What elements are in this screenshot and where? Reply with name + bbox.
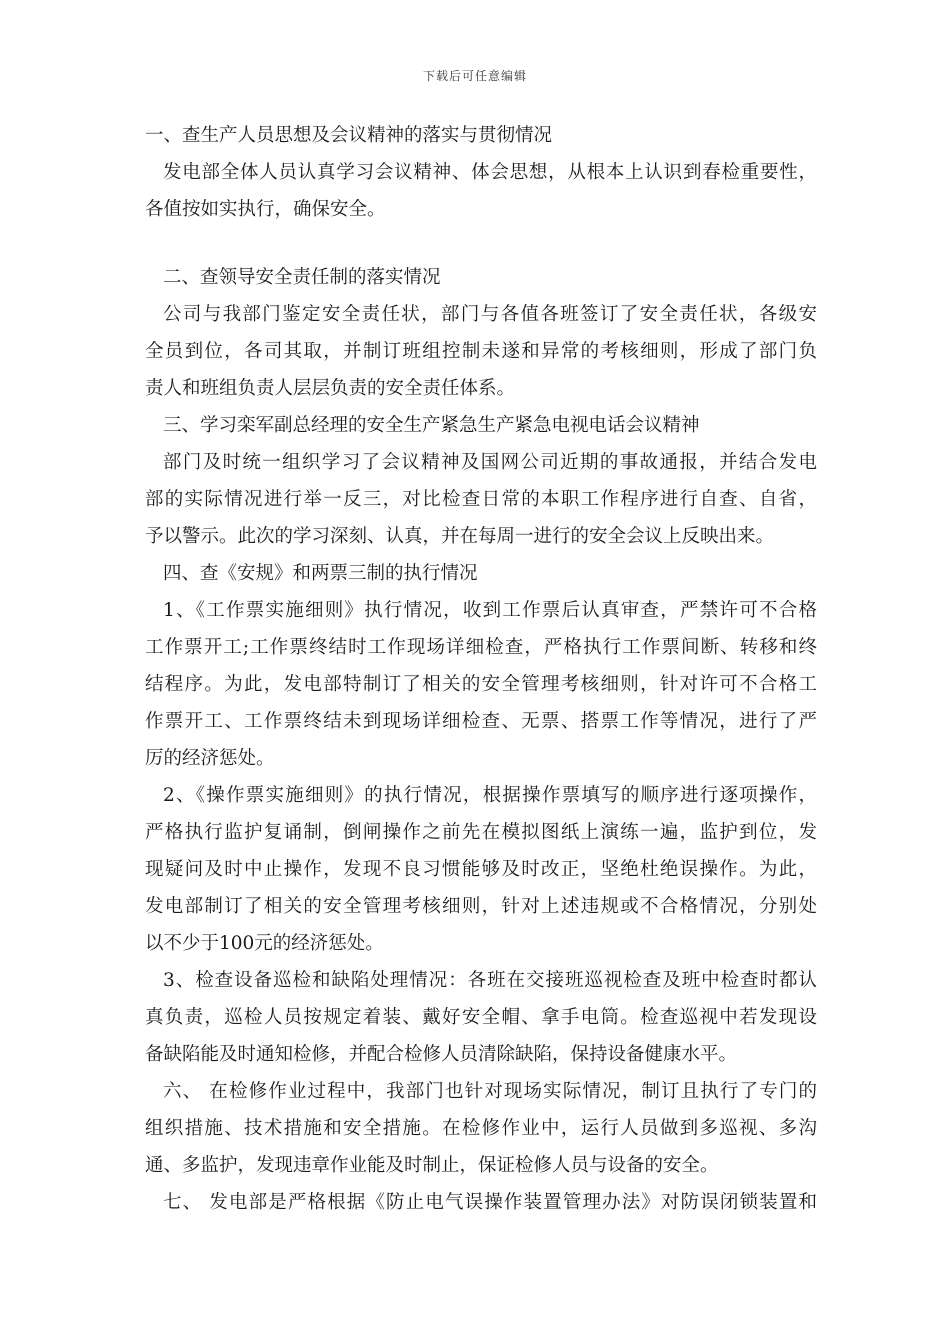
paragraph-line: 真负责，巡检人员按规定着装、戴好安全帽、拿手电筒。检查巡视中若发现设 [145, 1007, 817, 1028]
paragraph-line: 公司与我部门鉴定安全责任状，部门与各值各班签订了安全责任状，各级安 [163, 304, 817, 325]
paragraph-line: 责人和班组负责人层层负责的安全责任体系。 [145, 378, 516, 399]
paragraph-line: 七、 发电部是严格根据《防止电气误操作装置管理办法》对防误闭锁装置和 [163, 1192, 817, 1213]
paragraph-line: 现疑问及时中止操作，发现不良习惯能够及时改正，坚绝杜绝误操作。为此， [145, 859, 817, 880]
paragraph-line: 严格执行监护复诵制，倒闸操作之前先在模拟图纸上演练一遍，监护到位，发 [145, 822, 817, 843]
paragraph-line: 以不少于100元的经济惩处。 [145, 933, 384, 954]
paragraph-line: 部的实际情况进行举一反三，对比检查日常的本职工作程序进行自查、自省， [145, 489, 817, 510]
paragraph-line: 发电部全体人员认真学习会议精神、体会思想，从根本上认识到春检重要性， [163, 162, 817, 183]
section-heading-3: 三、学习栾军副总经理的安全生产紧急生产紧急电视电话会议精神 [163, 415, 700, 436]
paragraph-line: 2、《操作票实施细则》的执行情况，根据操作票填写的顺序进行逐项操作， [163, 785, 817, 806]
paragraph-line: 3、检查设备巡检和缺陷处理情况：各班在交接班巡视检查及班中检查时都认 [163, 970, 817, 991]
paragraph-line: 各值按如实执行，确保安全。 [145, 199, 386, 220]
section-heading-2: 二、查领导安全责任制的落实情况 [163, 267, 441, 288]
paragraph-line: 发电部制订了相关的安全管理考核细则，针对上述违规或不合格情况，分别处 [145, 896, 817, 917]
paragraph-line: 备缺陷能及时通知检修，并配合检修人员清除缺陷，保持设备健康水平。 [145, 1044, 738, 1065]
paragraph-line: 厉的经济惩处。 [145, 748, 275, 769]
paragraph-line: 1、《工作票实施细则》执行情况，收到工作票后认真审查，严禁许可不合格 [163, 600, 817, 621]
paragraph-line: 六、 在检修作业过程中，我部门也针对现场实际情况，制订且执行了专门的 [163, 1081, 817, 1102]
paragraph-line: 结程序。为此，发电部特制订了相关的安全管理考核细则，针对许可不合格工 [145, 674, 817, 695]
paragraph-line: 部门及时统一组织学习了会议精神及国网公司近期的事故通报，并结合发电 [163, 452, 817, 473]
paragraph-line: 组织措施、技术措施和安全措施。在检修作业中，运行人员做到多巡视、多沟 [145, 1118, 817, 1139]
section-heading-4: 四、查《安规》和两票三制的执行情况 [163, 563, 478, 584]
paragraph-line: 工作票开工;工作票终结时工作现场详细检查，严格执行工作票间断、转移和终 [145, 637, 817, 658]
paragraph-line: 作票开工、工作票终结未到现场详细检查、无票、搭票工作等情况，进行了严 [145, 711, 817, 732]
paragraph-line: 全员到位，各司其取，并制订班组控制未遂和异常的考核细则，形成了部门负 [145, 341, 817, 362]
page-header: 下载后可任意编辑 [422, 69, 527, 83]
paragraph-line: 通、多监护，发现违章作业能及时制止，保证检修人员与设备的安全。 [145, 1155, 719, 1176]
section-heading-1: 一、查生产人员思想及会议精神的落实与贯彻情况 [145, 125, 553, 146]
paragraph-line: 予以警示。此次的学习深刻、认真，并在每周一进行的安全会议上反映出来。 [145, 526, 775, 547]
